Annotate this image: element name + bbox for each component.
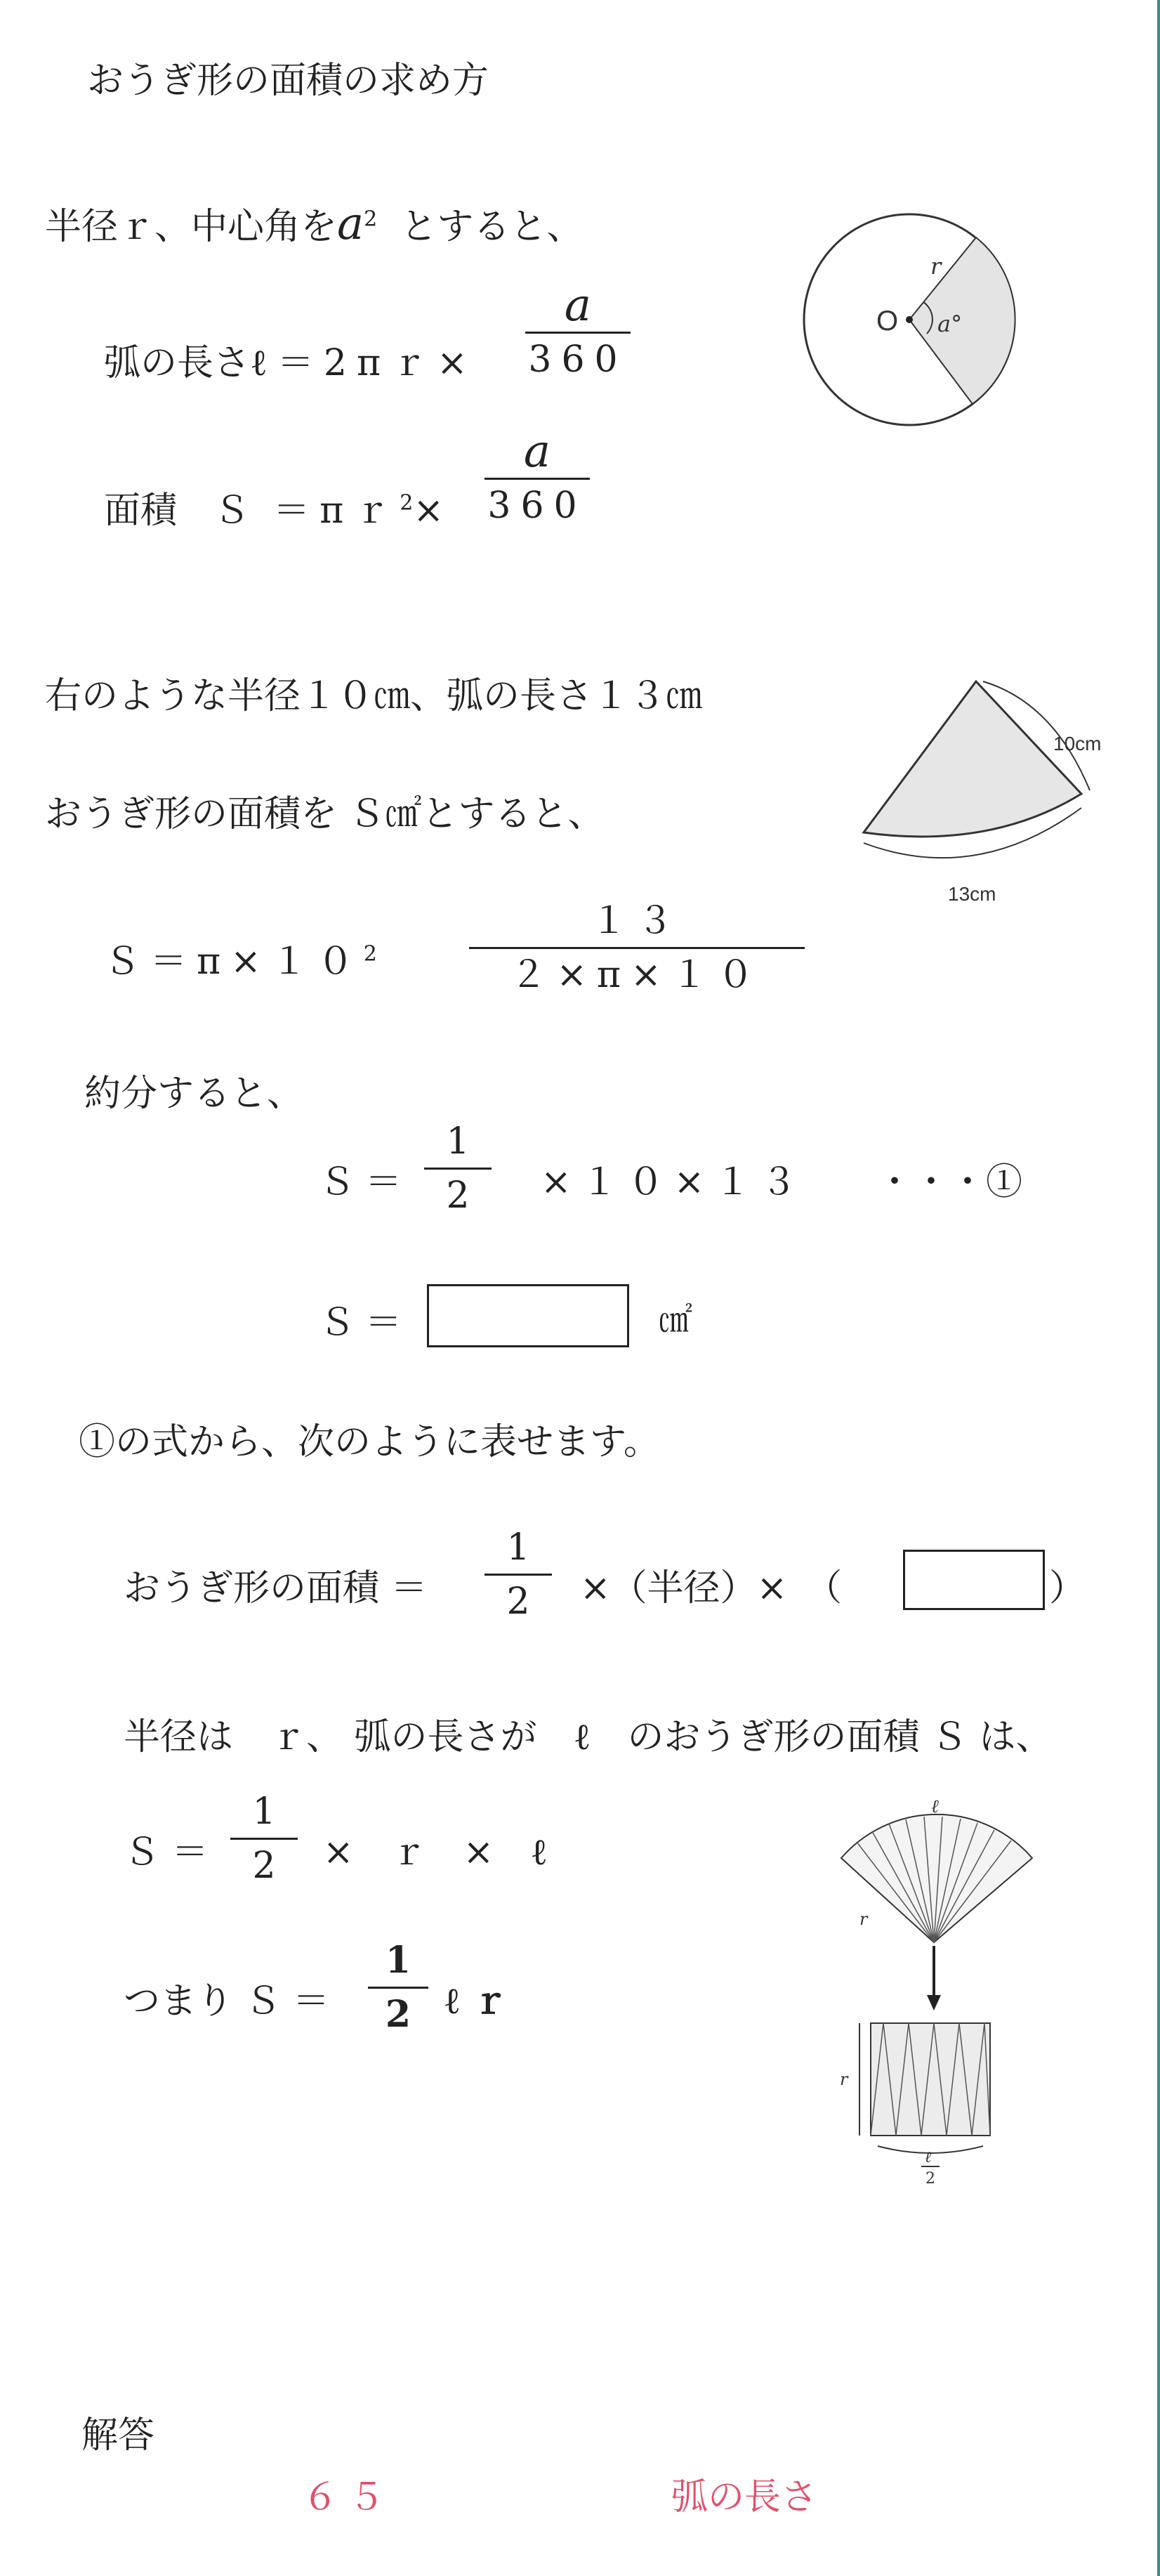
eq1-bar bbox=[469, 947, 805, 949]
example-line-2: おうぎ形の面積を Ｓ㎠とすると、 bbox=[45, 793, 605, 835]
eq1-num: １３ bbox=[590, 900, 683, 942]
fan-diagram bbox=[850, 674, 1131, 906]
equation-1 bbox=[104, 931, 387, 984]
eq1-den: ２×π×１０ bbox=[510, 954, 764, 996]
formula-fraction bbox=[485, 1524, 552, 1625]
answer-box-area[interactable] bbox=[427, 1284, 629, 1347]
height-label: r bbox=[840, 2070, 848, 2089]
arc-frac-num: a bbox=[564, 280, 592, 332]
eq3-unit: ㎠ bbox=[659, 1300, 693, 1340]
side-label: 10cm bbox=[1053, 733, 1102, 754]
area-times: × bbox=[413, 490, 444, 532]
f2-fraction bbox=[368, 1937, 428, 2038]
f2-rhs: ℓ ｒ bbox=[445, 1980, 508, 2022]
f1-rhs: × ｒ × ℓ bbox=[323, 1831, 548, 1874]
eq2-fraction bbox=[424, 1118, 492, 1219]
answer-2: 弧の長さ bbox=[671, 2476, 818, 2518]
f1-num: 1 bbox=[252, 1791, 276, 1833]
angle-exponent: 2 bbox=[364, 207, 378, 232]
angle-label: a° bbox=[937, 310, 963, 337]
arc-label: 弧の長さ bbox=[104, 342, 251, 384]
arrow-head bbox=[927, 1995, 941, 2011]
radius-label: r bbox=[930, 253, 942, 280]
page-edge bbox=[1157, 0, 1160, 2576]
page-title: おうぎ形の面積の求め方 bbox=[87, 60, 489, 102]
arc-label-text: 13cm bbox=[948, 883, 996, 905]
statement: 半径は ｒ、 弧の長さが ℓ のおうぎ形の面積 Ｓ は、 bbox=[124, 1716, 1053, 1758]
f2-lhs: つまり Ｓ ＝ bbox=[124, 1980, 330, 2022]
f1-bar bbox=[230, 1838, 298, 1840]
f1-den: 2 bbox=[252, 1845, 276, 1887]
answer-label: 解答 bbox=[81, 2414, 155, 2457]
f1-fraction bbox=[230, 1789, 298, 1889]
eq2-bar bbox=[424, 1168, 492, 1170]
area-frac-bar bbox=[485, 478, 590, 480]
eq2-den: 2 bbox=[446, 1175, 470, 1217]
general-intro: ①の式から、次のように表せます。 bbox=[79, 1421, 660, 1463]
intro-line bbox=[45, 197, 583, 250]
arc-frac-bar bbox=[525, 332, 631, 334]
reduce-text: 約分すると、 bbox=[84, 1073, 304, 1115]
eq2-marker: ・・・① bbox=[876, 1161, 1023, 1203]
area-fraction bbox=[485, 426, 590, 529]
eq2-rhs: ×１０×１３ bbox=[541, 1161, 808, 1203]
eq1-fraction bbox=[469, 898, 805, 998]
sector-shade bbox=[909, 237, 1015, 404]
area-frac-den: 360 bbox=[487, 485, 587, 527]
rearrange-diagram bbox=[829, 1791, 1053, 2192]
fan-outline bbox=[841, 1815, 1032, 1942]
area-exponent: 2 bbox=[400, 490, 414, 516]
fan-shape bbox=[864, 681, 1081, 837]
area-label: 面積 Ｓ bbox=[104, 490, 251, 532]
example-line-1: 右のような半径１０㎝、弧の長さ１３㎝ bbox=[45, 675, 703, 717]
formula-mid: ×（半径）× （ bbox=[580, 1567, 843, 1609]
formula-close: ） bbox=[1049, 1567, 1086, 1609]
arc-frac-den: 360 bbox=[528, 339, 628, 381]
formula-lhs: おうぎ形の面積 ＝ bbox=[124, 1567, 428, 1609]
area-expr: ＝πｒ bbox=[273, 490, 400, 532]
angle-symbol: a bbox=[337, 198, 364, 250]
center-label: O bbox=[876, 306, 899, 336]
f2-den: 2 bbox=[385, 1993, 411, 2036]
arc-length-formula bbox=[104, 333, 477, 386]
arc-expr: ℓ＝2πｒ× bbox=[250, 342, 477, 384]
eq1-exponent: 2 bbox=[363, 941, 387, 967]
intro-prefix: 半径ｒ、中心角を bbox=[45, 206, 338, 248]
top-label: ℓ bbox=[931, 1796, 939, 1817]
rectangle-shape bbox=[871, 2023, 990, 2136]
bottom-num: ℓ bbox=[925, 2149, 932, 2166]
formula-den: 2 bbox=[506, 1581, 530, 1623]
intro-suffix: とすると、 bbox=[400, 206, 584, 248]
formula-bar bbox=[485, 1574, 552, 1576]
bottom-den: 2 bbox=[925, 2170, 935, 2188]
eq3-lhs: Ｓ＝ bbox=[319, 1302, 412, 1344]
eq1-lhs: Ｓ＝π×１０ bbox=[104, 941, 364, 983]
fan-radius-label: r bbox=[859, 1909, 868, 1929]
sector-circle-diagram bbox=[793, 204, 1025, 436]
f2-num: 1 bbox=[385, 1939, 411, 1982]
center-dot bbox=[906, 316, 913, 323]
area-formula bbox=[104, 480, 444, 533]
answer-box-word[interactable] bbox=[903, 1550, 1045, 1610]
formula-num: 1 bbox=[506, 1526, 530, 1569]
answer-1: ６５ bbox=[302, 2476, 395, 2518]
f1-lhs: Ｓ ＝ bbox=[124, 1831, 209, 1874]
eq2-lhs: Ｓ＝ bbox=[319, 1161, 412, 1203]
area-frac-num: a bbox=[523, 426, 551, 478]
eq2-num: 1 bbox=[446, 1120, 470, 1163]
arc-fraction bbox=[525, 282, 631, 383]
f2-bar bbox=[368, 1987, 428, 1989]
